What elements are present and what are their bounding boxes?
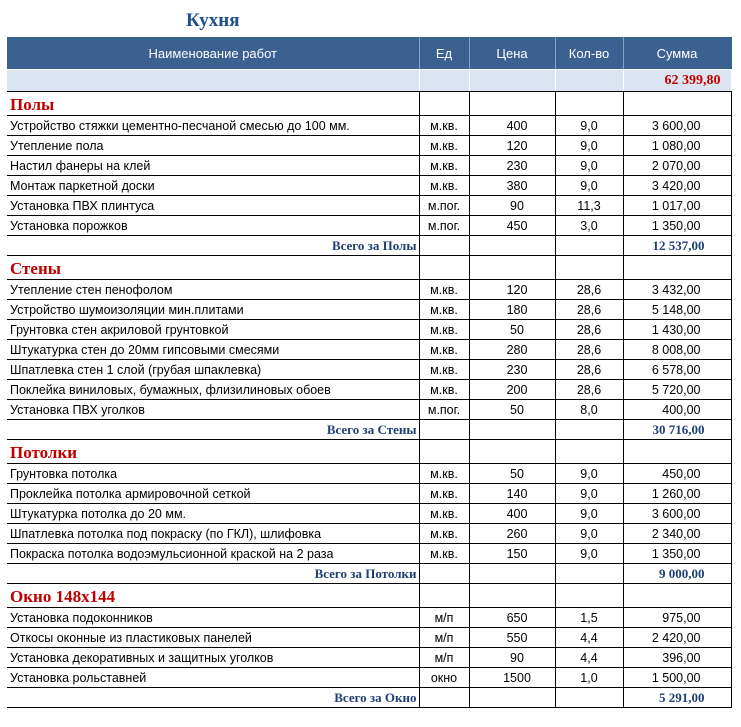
work-name-cell[interactable]: Установка подоконников [7,608,419,628]
work-name-cell[interactable]: Монтаж паркетной доски [7,176,419,196]
subtotal-value[interactable]: 12 537,00 [623,236,731,256]
sum-cell[interactable]: 396,00 [623,648,731,668]
work-item-row [7,484,731,504]
unit-cell[interactable]: м.кв. [419,300,469,320]
sum-cell[interactable]: 450,00 [623,464,731,484]
sum-cell[interactable]: 3 600,00 [623,504,731,524]
section-title[interactable]: Окно 148х144 [7,584,419,608]
cell[interactable] [555,70,623,92]
price-cell[interactable]: 50 [469,400,555,420]
work-name-cell[interactable]: Установка ПВХ уголков [7,400,419,420]
sum-cell[interactable]: 8 008,00 [623,340,731,360]
sum-cell[interactable]: 1 500,00 [623,668,731,688]
cell[interactable] [469,688,555,708]
unit-cell[interactable]: м.кв. [419,320,469,340]
column-header-name[interactable]: Наименование работ [7,37,419,70]
sum-cell[interactable]: 6 578,00 [623,360,731,380]
subtotal-label[interactable]: Всего за Стены [7,420,419,440]
subtotal-label[interactable]: Всего за Полы [7,236,419,256]
unit-cell[interactable]: м/п [419,628,469,648]
work-item-row [7,464,731,484]
price-cell[interactable]: 280 [469,340,555,360]
subtotal-value[interactable]: 30 716,00 [623,420,731,440]
cell[interactable] [419,236,469,256]
work-item-row [7,136,731,156]
section-subtotal-row [7,236,731,256]
qty-cell[interactable]: 28,6 [555,340,623,360]
sum-cell[interactable]: 5 720,00 [623,380,731,400]
price-cell[interactable]: 200 [469,380,555,400]
sum-cell[interactable]: 2 420,00 [623,628,731,648]
work-item-row [7,156,731,176]
price-cell[interactable]: 180 [469,300,555,320]
cell[interactable] [419,92,469,116]
qty-cell[interactable]: 9,0 [555,116,623,136]
price-cell[interactable]: 120 [469,136,555,156]
section-header-row [7,256,731,280]
work-name-cell[interactable]: Шпатлевка стен 1 слой (грубая шпаклевка) [7,360,419,380]
qty-cell[interactable]: 28,6 [555,360,623,380]
price-cell[interactable]: 90 [469,648,555,668]
column-header-qty[interactable]: Кол-во [555,37,623,70]
unit-cell[interactable]: м.кв. [419,340,469,360]
cell[interactable] [469,256,555,280]
subtotal-value[interactable]: 5 291,00 [623,688,731,708]
section-header-row [7,92,731,116]
work-item-row [7,216,731,236]
sum-cell[interactable]: 2 070,00 [623,156,731,176]
work-name-cell[interactable]: Штукатурка стен до 20мм гипсовыми смесями [7,340,419,360]
work-name-cell[interactable]: Поклейка виниловых, бумажных, флизилиновых обоев [7,380,419,400]
cell[interactable] [419,440,469,464]
unit-cell[interactable]: м.пог. [419,400,469,420]
work-name-cell[interactable]: Установка декоративных и защитных уголков [7,648,419,668]
unit-cell[interactable]: м.кв. [419,136,469,156]
sum-cell[interactable]: 5 148,00 [623,300,731,320]
work-item-row [7,300,731,320]
price-cell[interactable]: 230 [469,360,555,380]
cell[interactable] [555,256,623,280]
column-header-unit[interactable]: Ед [419,37,469,70]
qty-cell[interactable]: 28,6 [555,380,623,400]
cell[interactable] [555,440,623,464]
subtotal-label[interactable]: Всего за Окно [7,688,419,708]
price-cell[interactable]: 1500 [469,668,555,688]
work-name-cell[interactable]: Проклейка потолка армировочной сеткой [7,484,419,504]
qty-cell[interactable]: 11,3 [555,196,623,216]
section-header-row [7,584,731,608]
work-name-cell[interactable]: Устройство шумоизоляции мин.плитами [7,300,419,320]
price-cell[interactable]: 380 [469,176,555,196]
work-item-row [7,380,731,400]
work-name-cell[interactable]: Штукатурка потолка до 20 мм. [7,504,419,524]
unit-cell[interactable]: м/п [419,608,469,628]
sum-cell[interactable]: 400,00 [623,400,731,420]
unit-cell[interactable]: м.кв. [419,484,469,504]
unit-cell[interactable]: м.пог. [419,216,469,236]
cell[interactable] [419,564,469,584]
cell[interactable] [555,236,623,256]
work-name-cell[interactable]: Устройство стяжки цементно-песчаной смесью до 100 мм. [7,116,419,136]
cell[interactable] [419,420,469,440]
sum-cell[interactable]: 1 350,00 [623,216,731,236]
cell[interactable] [469,70,555,92]
work-item-row [7,608,731,628]
qty-cell[interactable]: 9,0 [555,156,623,176]
price-cell[interactable]: 150 [469,544,555,564]
qty-cell[interactable]: 8,0 [555,400,623,420]
work-item-row [7,196,731,216]
qty-cell[interactable]: 9,0 [555,176,623,196]
cell[interactable] [555,92,623,116]
work-item-row [7,360,731,380]
work-item-row [7,176,731,196]
section-title[interactable]: Потолки [7,440,419,464]
work-item-row [7,280,731,300]
sum-cell[interactable]: 1 080,00 [623,136,731,156]
work-name-cell[interactable]: Покраска потолка водоэмульсионной краской на 2 раза [7,544,419,564]
qty-cell[interactable]: 9,0 [555,544,623,564]
work-name-cell[interactable]: Утепление стен пенофолом [7,280,419,300]
unit-cell[interactable]: м.кв. [419,360,469,380]
cell[interactable] [469,92,555,116]
unit-cell[interactable]: м.кв. [419,380,469,400]
price-cell[interactable]: 120 [469,280,555,300]
unit-cell[interactable]: м.кв. [419,524,469,544]
estimate-table [7,37,732,708]
work-item-row [7,628,731,648]
cell[interactable] [555,584,623,608]
work-item-row [7,504,731,524]
qty-cell[interactable]: 9,0 [555,524,623,544]
price-cell[interactable]: 50 [469,320,555,340]
sum-cell[interactable]: 975,00 [623,608,731,628]
cell[interactable] [469,420,555,440]
price-cell[interactable]: 400 [469,504,555,524]
unit-cell[interactable]: м.кв. [419,116,469,136]
work-item-row [7,544,731,564]
cell[interactable] [555,420,623,440]
work-name-cell[interactable]: Установка ПВХ плинтуса [7,196,419,216]
sum-cell[interactable]: 3 420,00 [623,176,731,196]
price-cell[interactable]: 550 [469,628,555,648]
qty-cell[interactable]: 3,0 [555,216,623,236]
cell[interactable] [623,256,731,280]
price-cell[interactable]: 230 [469,156,555,176]
unit-cell[interactable]: м/п [419,648,469,668]
unit-cell[interactable]: м.кв. [419,464,469,484]
section-subtotal-row [7,564,731,584]
work-item-row [7,340,731,360]
price-cell[interactable]: 450 [469,216,555,236]
work-name-cell[interactable]: Откосы оконные из пластиковых панелей [7,628,419,648]
price-cell[interactable]: 650 [469,608,555,628]
price-cell[interactable]: 50 [469,464,555,484]
qty-cell[interactable]: 9,0 [555,464,623,484]
unit-cell[interactable]: м.кв. [419,544,469,564]
qty-cell[interactable]: 9,0 [555,504,623,524]
work-item-row [7,524,731,544]
unit-cell[interactable]: м.кв. [419,176,469,196]
page-title: Кухня [186,10,240,31]
grand-total-row [7,70,731,92]
sum-cell[interactable]: 1 017,00 [623,196,731,216]
work-name-cell[interactable]: Шпатлевка потолка под покраску (по ГКЛ), шлифовка [7,524,419,544]
work-item-row [7,648,731,668]
cell[interactable] [623,92,731,116]
cell[interactable] [469,236,555,256]
work-item-row [7,116,731,136]
qty-cell[interactable]: 4,4 [555,628,623,648]
sum-cell[interactable]: 3 600,00 [623,116,731,136]
sum-cell[interactable]: 3 432,00 [623,280,731,300]
section-header-row [7,440,731,464]
qty-cell[interactable]: 28,6 [555,280,623,300]
cell[interactable] [469,440,555,464]
cell[interactable] [469,564,555,584]
cell[interactable] [7,70,419,92]
cell[interactable] [555,564,623,584]
work-item-row [7,320,731,340]
work-item-row [7,668,731,688]
sum-cell[interactable]: 1 350,00 [623,544,731,564]
cell[interactable] [623,584,731,608]
unit-cell[interactable]: м.пог. [419,196,469,216]
qty-cell[interactable]: 28,6 [555,320,623,340]
cell[interactable] [555,688,623,708]
subtotal-label[interactable]: Всего за Потолки [7,564,419,584]
price-cell[interactable]: 140 [469,484,555,504]
section-title[interactable]: Полы [7,92,419,116]
work-name-cell[interactable]: Утепление пола [7,136,419,156]
column-header-price[interactable]: Цена [469,37,555,70]
subtotal-value[interactable]: 9 000,00 [623,564,731,584]
qty-cell[interactable]: 1,0 [555,668,623,688]
cell[interactable] [419,70,469,92]
section-title[interactable]: Стены [7,256,419,280]
cell[interactable] [419,584,469,608]
qty-cell[interactable]: 4,4 [555,648,623,668]
cell[interactable] [623,440,731,464]
cell[interactable] [469,584,555,608]
cell[interactable] [419,256,469,280]
sum-cell[interactable]: 2 340,00 [623,524,731,544]
section-subtotal-row [7,688,731,708]
section-subtotal-row [7,420,731,440]
column-header-sum[interactable]: Сумма [623,37,731,70]
work-name-cell[interactable]: Установка рольставней [7,668,419,688]
qty-cell[interactable]: 9,0 [555,484,623,504]
work-name-cell[interactable]: Грунтовка потолка [7,464,419,484]
qty-cell[interactable]: 1,5 [555,608,623,628]
work-name-cell[interactable]: Настил фанеры на клей [7,156,419,176]
unit-cell[interactable]: м.кв. [419,156,469,176]
price-cell[interactable]: 90 [469,196,555,216]
price-cell[interactable]: 260 [469,524,555,544]
header-row [7,37,731,70]
grand-total-value[interactable]: 62 399,80 [623,70,731,92]
qty-cell[interactable]: 28,6 [555,300,623,320]
unit-cell[interactable]: м.кв. [419,280,469,300]
price-cell[interactable]: 400 [469,116,555,136]
work-item-row [7,400,731,420]
unit-cell[interactable]: окно [419,668,469,688]
work-name-cell[interactable]: Установка порожков [7,216,419,236]
unit-cell[interactable]: м.кв. [419,504,469,524]
cell[interactable] [419,688,469,708]
qty-cell[interactable]: 9,0 [555,136,623,156]
sum-cell[interactable]: 1 430,00 [623,320,731,340]
sum-cell[interactable]: 1 260,00 [623,484,731,504]
work-name-cell[interactable]: Грунтовка стен акриловой грунтовкой [7,320,419,340]
